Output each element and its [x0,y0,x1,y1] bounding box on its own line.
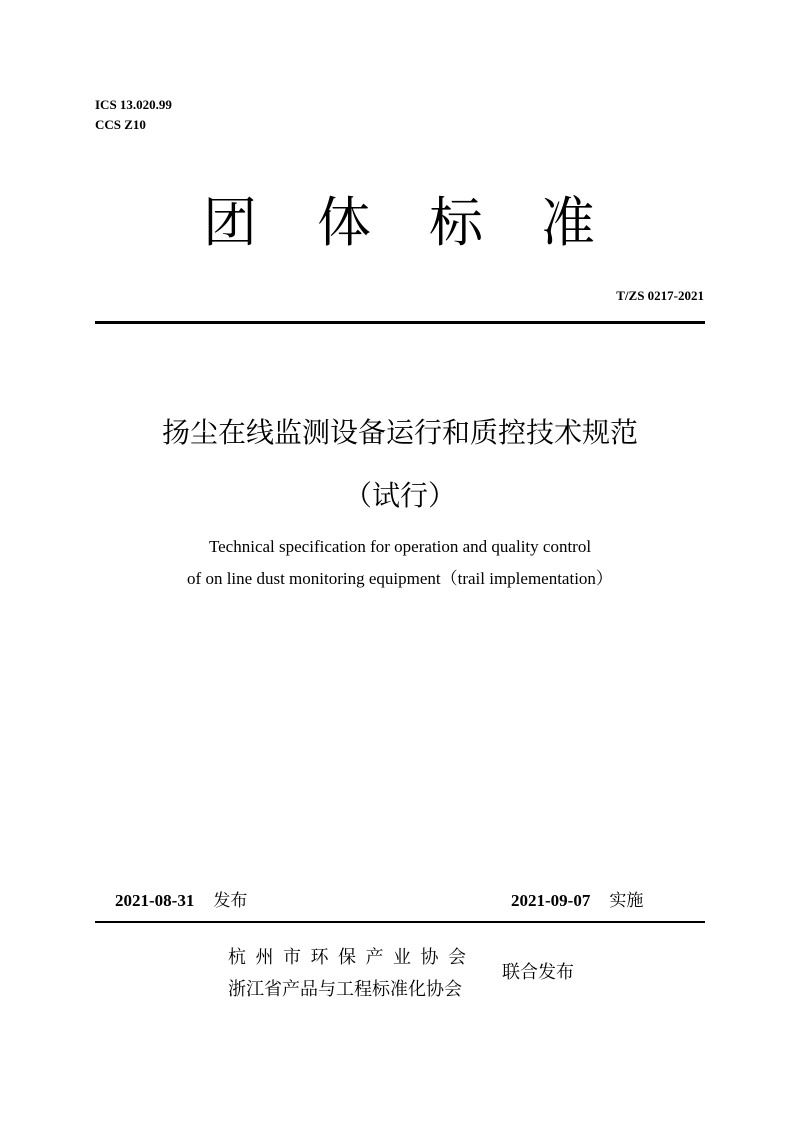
publisher-org-1: 杭州市环保产业协会 [228,947,476,968]
standard-number: T/ZS 0217-2021 [616,288,704,303]
top-divider [95,321,705,324]
standard-type-heading [0,188,800,258]
standard-type-char: 团 [203,191,257,254]
title-chinese-subtitle: （试行） [343,479,456,512]
joint-publish-label: 联合发布 [502,962,574,983]
title-english-line1: Technical specification for operation and quality control [208,537,592,556]
implement-date: 2021-09-07 [511,891,591,910]
title-english-line2: of on line dust monitoring equipment（trail implementation） [187,569,613,588]
publisher-org-2: 浙江省产品与工程标准化协会 [228,979,462,1000]
bottom-divider [95,921,705,923]
standard-type-char: 准 [541,191,595,254]
standard-type-char: 体 [317,191,371,254]
publish-label: 发布 [213,891,248,911]
implement-label: 实施 [609,891,644,911]
ccs-code: CCS Z10 [95,117,146,132]
publish-date: 2021-08-31 [115,891,195,910]
title-chinese: 扬尘在线监测设备运行和质控技术规范 [161,416,638,449]
implement-date-block [511,890,643,912]
publish-date-block [115,890,247,912]
standard-type-char: 标 [429,191,483,254]
ics-code: ICS 13.020.99 [95,97,172,112]
